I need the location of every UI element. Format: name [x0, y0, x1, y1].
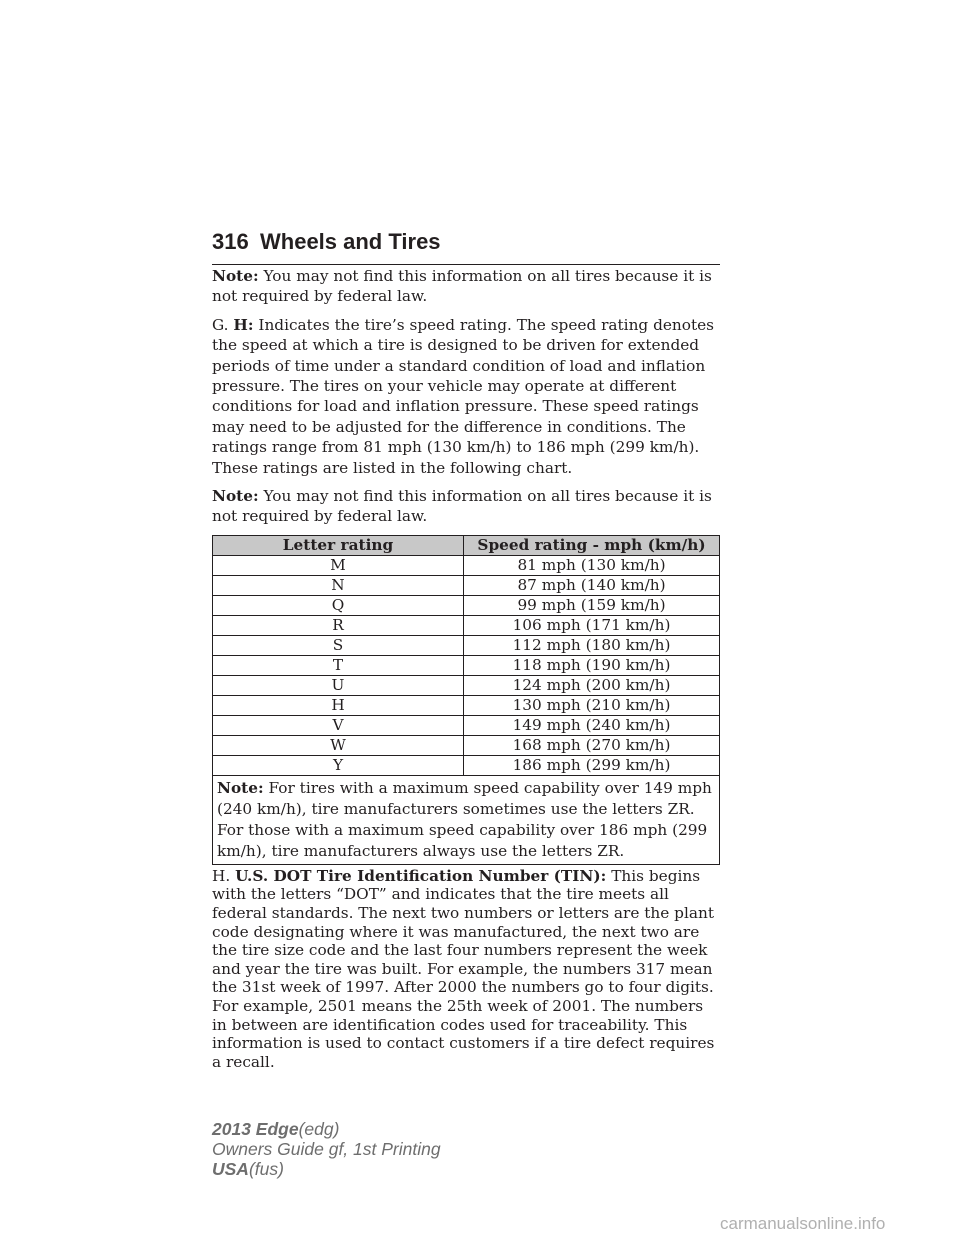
- table-row: [213, 595, 720, 615]
- speed-cell: 118 mph (190 km/h): [464, 655, 720, 675]
- speed-cell: 81 mph (130 km/h): [464, 555, 720, 575]
- table-row: [213, 655, 720, 675]
- footer-market: USA: [212, 1159, 249, 1179]
- footer-line-model: [212, 1119, 441, 1139]
- item-text: Indicates the tire’s speed rating. The speed rating denotes the speed at which a tire is designed to be driven for extended periods of time under a standard condition of load and inflation pressure. The tires on your vehicle may operate at different conditions for load and inflation pressure. These speed ratings may need to be adjusted for the difference in conditions. The ratings range from 81 mph (130 km/h) to 186 mph (299 km/h). These ratings are listed in the following chart.: [212, 315, 715, 477]
- page-header: [212, 228, 720, 265]
- table-note-row: [213, 775, 720, 864]
- speed-cell: 87 mph (140 km/h): [464, 575, 720, 595]
- speed-cell: 99 mph (159 km/h): [464, 595, 720, 615]
- letter-cell: H: [213, 695, 464, 715]
- table-row: [213, 555, 720, 575]
- column-header-letter: Letter rating: [213, 535, 464, 555]
- speed-rating-table: [212, 535, 720, 865]
- table-row: [213, 615, 720, 635]
- note-label: Note:: [212, 487, 259, 506]
- letter-cell: M: [213, 555, 464, 575]
- note-text: For tires with a maximum speed capability over 149 mph (240 km/h), tire manufacturers sometimes use the letters ZR. For those with a maximum speed capability over 186 mph (299 km/h), tire manufacturers always use the letters ZR.: [217, 778, 712, 860]
- speed-cell: 149 mph (240 km/h): [464, 715, 720, 735]
- letter-cell: W: [213, 735, 464, 755]
- table-row: [213, 675, 720, 695]
- footer-model: 2013 Edge: [212, 1119, 299, 1139]
- footer-model-code: (edg): [298, 1119, 340, 1139]
- footer-line-market: [212, 1159, 441, 1179]
- table-row: [213, 695, 720, 715]
- note-paragraph-2: [212, 486, 720, 527]
- speed-cell: 106 mph (171 km/h): [464, 615, 720, 635]
- item-h-paragraph: [212, 867, 720, 1072]
- item-text: This begins with the letters “DOT” and indicates that the tire meets all federal standards. The next two numbers or letters are the plant code designating where it was manufactured, the next two are the tire size code and the last four numbers represent the week and year the tire was built. For example, the numbers 317 mean the 31st week of 1997. After 2000 the numbers go to four digits. For example, 2501 means the 25th week of 2001. The numbers in between are identification codes used for traceability. This information is used to contact customers if a tire defect requires a recall.: [212, 866, 715, 1071]
- table-note-cell: [213, 775, 720, 864]
- speed-cell: 130 mph (210 km/h): [464, 695, 720, 715]
- letter-cell: Q: [213, 595, 464, 615]
- item-prefix: H.: [212, 866, 231, 885]
- letter-cell: S: [213, 635, 464, 655]
- letter-cell: R: [213, 615, 464, 635]
- print-footer: [212, 1119, 441, 1179]
- page-number: 316: [212, 229, 249, 254]
- table-row: [213, 635, 720, 655]
- note-label: Note:: [217, 778, 264, 797]
- item-g-paragraph: [212, 315, 720, 478]
- watermark: carmanualsonline.info: [720, 1214, 886, 1233]
- letter-cell: Y: [213, 755, 464, 775]
- table-row: [213, 735, 720, 755]
- speed-cell: 168 mph (270 km/h): [464, 735, 720, 755]
- table-header-row: [213, 535, 720, 555]
- table-row: [213, 715, 720, 735]
- column-header-speed: Speed rating - mph (km/h): [464, 535, 720, 555]
- footer-line-guide: Owners Guide gf, 1st Printing: [212, 1139, 441, 1159]
- section-title: Wheels and Tires: [260, 229, 441, 254]
- letter-cell: U: [213, 675, 464, 695]
- item-label: H:: [233, 315, 254, 334]
- letter-cell: T: [213, 655, 464, 675]
- speed-cell: 124 mph (200 km/h): [464, 675, 720, 695]
- table-row: [213, 755, 720, 775]
- speed-cell: 186 mph (299 km/h): [464, 755, 720, 775]
- footer-market-code: (fus): [248, 1159, 284, 1179]
- note-label: Note:: [212, 267, 259, 285]
- table-row: [213, 575, 720, 595]
- page-content: [212, 266, 720, 1079]
- letter-cell: N: [213, 575, 464, 595]
- note-text: You may not find this information on all tires because it is not required by federal law.: [212, 487, 712, 526]
- item-label: U.S. DOT Tire Identification Number (TIN):: [235, 866, 607, 885]
- item-prefix: G.: [212, 315, 229, 334]
- note-text: You may not find this information on all tires because it is not required by federal law.: [212, 267, 712, 306]
- note-paragraph-1: [212, 266, 720, 307]
- speed-cell: 112 mph (180 km/h): [464, 635, 720, 655]
- letter-cell: V: [213, 715, 464, 735]
